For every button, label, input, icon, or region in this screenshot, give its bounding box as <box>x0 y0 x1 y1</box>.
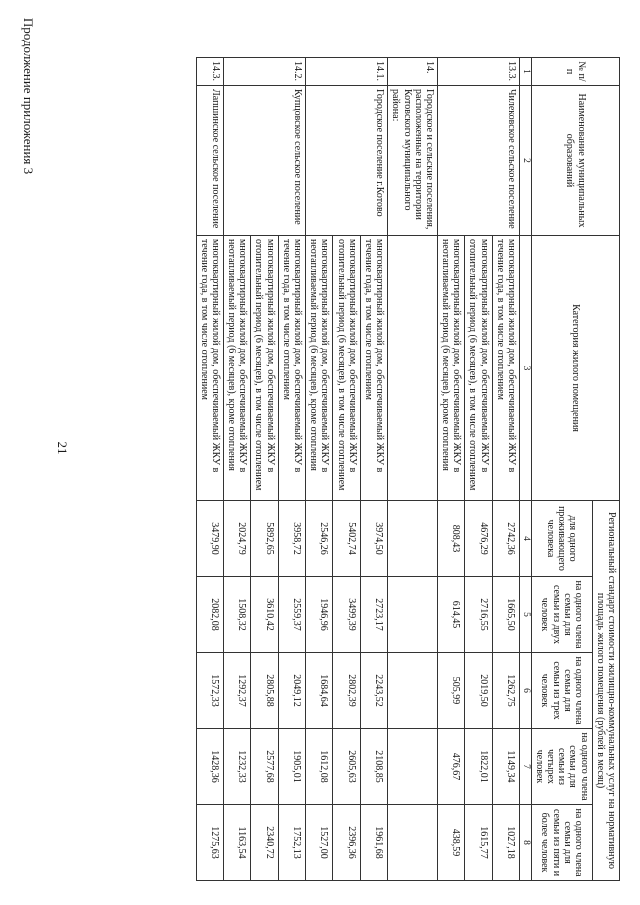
standard-value: 1292,37 <box>223 653 250 729</box>
standard-value: 2805,88 <box>251 653 278 729</box>
housing-category: многоквартирный жилой дом, обеспечиваемый ЖКУ в течение года, в том числе отоплением <box>196 236 223 501</box>
table-row <box>492 58 519 881</box>
empty-cell <box>388 729 438 805</box>
header-sub-5: на одного члена семьи для семьи из пяти и более человек <box>531 805 592 881</box>
table-row <box>196 58 223 881</box>
standard-value: 2082,08 <box>196 577 223 653</box>
row-number: 14.2. <box>223 58 305 86</box>
standard-value: 5402,74 <box>333 501 360 577</box>
column-number: 8 <box>520 805 532 881</box>
standard-value: 2716,55 <box>465 577 492 653</box>
table-row <box>278 58 305 881</box>
column-number: 4 <box>520 501 532 577</box>
municipality-name: Купцовское сельское поселение <box>223 86 305 236</box>
standard-value: 2049,12 <box>278 653 305 729</box>
table-body <box>196 58 520 881</box>
standard-value: 2723,17 <box>360 577 387 653</box>
rotated-page-content <box>40 57 620 880</box>
header-sub-3: на одного члена семьи для семьи из трех человек <box>531 653 592 729</box>
header-sub-4: на одного члена семьи для семьи из четырех человек <box>531 729 592 805</box>
housing-category: многоквартирный жилой дом, обеспечиваемый ЖКУ в течение года, в том числе отоплением <box>360 236 387 501</box>
column-number: 1 <box>520 58 532 86</box>
standard-value: 1508,32 <box>223 577 250 653</box>
continuation-label: Продолжение приложения 3 <box>21 17 36 175</box>
column-number-row <box>520 58 532 881</box>
standard-value: 1163,54 <box>223 805 250 881</box>
standard-value: 808,43 <box>437 501 464 577</box>
standard-value: 476,67 <box>437 729 464 805</box>
standard-value: 1428,36 <box>196 729 223 805</box>
row-number: 13.3. <box>437 58 519 86</box>
standard-value: 2605,63 <box>333 729 360 805</box>
page-number: 21 <box>55 441 70 455</box>
column-number: 7 <box>520 729 532 805</box>
housing-category: многоквартирный жилой дом, обеспечиваемый ЖКУ в течение года, в том числе отоплением <box>492 236 519 501</box>
table-row <box>360 58 387 881</box>
standard-value: 5892,65 <box>251 501 278 577</box>
housing-category: многоквартирный жилой дом, обеспечиваемый ЖКУ в отопительный период (6 месяцев), в том числе отоплением <box>465 236 492 501</box>
empty-cell <box>388 501 438 577</box>
column-number: 2 <box>520 86 532 236</box>
column-number: 3 <box>520 236 532 501</box>
housing-category: многоквартирный жилой дом, обеспечиваемый ЖКУ в неотапливаемый период (6 месяцев), кроме отопления <box>306 236 333 501</box>
standard-value: 1572,33 <box>196 653 223 729</box>
standard-value: 505,99 <box>437 653 464 729</box>
standard-value: 1612,08 <box>306 729 333 805</box>
standard-value: 1027,18 <box>492 805 519 881</box>
standard-value: 3610,42 <box>251 577 278 653</box>
standards-table <box>196 57 620 881</box>
standard-value: 2559,37 <box>278 577 305 653</box>
header-category: Категория жилого помещения <box>531 236 619 501</box>
column-number: 6 <box>520 653 532 729</box>
standard-value: 1946,96 <box>306 577 333 653</box>
standard-value: 1527,00 <box>306 805 333 881</box>
standard-value: 4676,29 <box>465 501 492 577</box>
standard-value: 614,45 <box>437 577 464 653</box>
housing-category: многоквартирный жилой дом, обеспечиваемый ЖКУ в неотапливаемый период (6 месяцев), кроме отопления <box>437 236 464 501</box>
standard-value: 3479,90 <box>196 501 223 577</box>
table-row-group-heading <box>388 58 438 881</box>
municipality-name: Лапшинское сельское поселение <box>196 86 223 236</box>
standard-value: 1665,50 <box>492 577 519 653</box>
empty-cell <box>388 805 438 881</box>
header-name: Наименование муниципальных образований <box>531 86 619 236</box>
standard-value: 2396,36 <box>333 805 360 881</box>
row-number: 14.3. <box>196 58 223 86</box>
standard-value: 2108,85 <box>360 729 387 805</box>
standard-value: 2742,36 <box>492 501 519 577</box>
standard-value: 2243,52 <box>360 653 387 729</box>
standard-value: 2340,72 <box>251 805 278 881</box>
standard-value: 2019,50 <box>465 653 492 729</box>
standard-value: 1905,01 <box>278 729 305 805</box>
standard-value: 1232,33 <box>223 729 250 805</box>
column-number: 5 <box>520 577 532 653</box>
standard-value: 1684,64 <box>306 653 333 729</box>
standard-value: 3499,39 <box>333 577 360 653</box>
standard-value: 438,59 <box>437 805 464 881</box>
standard-value: 1752,13 <box>278 805 305 881</box>
empty-cell <box>388 236 438 501</box>
row-number: 14.1. <box>306 58 388 86</box>
empty-cell <box>388 653 438 729</box>
empty-cell <box>388 577 438 653</box>
header-standard: Региональный стандарт стоимости жилищно-коммунальных услуг на нормативную площадь жилого помещения (рублей в месяц) <box>592 501 619 881</box>
housing-category: многоквартирный жилой дом, обеспечиваемый ЖКУ в течение года, в том числе отоплением <box>278 236 305 501</box>
row-number: 14. <box>388 58 438 86</box>
municipality-name: Городское и сельские поселения, расположенные на территории Котовского муниципального района: <box>388 86 438 236</box>
housing-category: многоквартирный жилой дом, обеспечиваемый ЖКУ в отопительный период (6 месяцев), в том числе отоплением <box>333 236 360 501</box>
standard-value: 1961,68 <box>360 805 387 881</box>
table-header <box>520 58 620 881</box>
standard-value: 2546,26 <box>306 501 333 577</box>
standard-value: 1262,75 <box>492 653 519 729</box>
housing-category: многоквартирный жилой дом, обеспечиваемый ЖКУ в отопительный период (6 месяцев), в том числе отоплением <box>251 236 278 501</box>
header-sub-2: на одного члена семьи для семьи из двух человек <box>531 577 592 653</box>
standard-value: 1275,63 <box>196 805 223 881</box>
header-sub-1: для одного проживающего человека <box>531 501 592 577</box>
header-no: № п/п <box>531 58 619 86</box>
standard-value: 1615,77 <box>465 805 492 881</box>
standard-value: 2024,79 <box>223 501 250 577</box>
standard-value: 2577,68 <box>251 729 278 805</box>
municipality-name: Чилековское сельское поселение <box>437 86 519 236</box>
standard-value: 1822,01 <box>465 729 492 805</box>
standard-value: 2802,39 <box>333 653 360 729</box>
standard-value: 3974,50 <box>360 501 387 577</box>
housing-category: многоквартирный жилой дом, обеспечиваемый ЖКУ в неотапливаемый период (6 месяцев), кроме отопления <box>223 236 250 501</box>
municipality-name: Городское поселение г.Котово <box>306 86 388 236</box>
standard-value: 1149,34 <box>492 729 519 805</box>
standard-value: 3958,72 <box>278 501 305 577</box>
